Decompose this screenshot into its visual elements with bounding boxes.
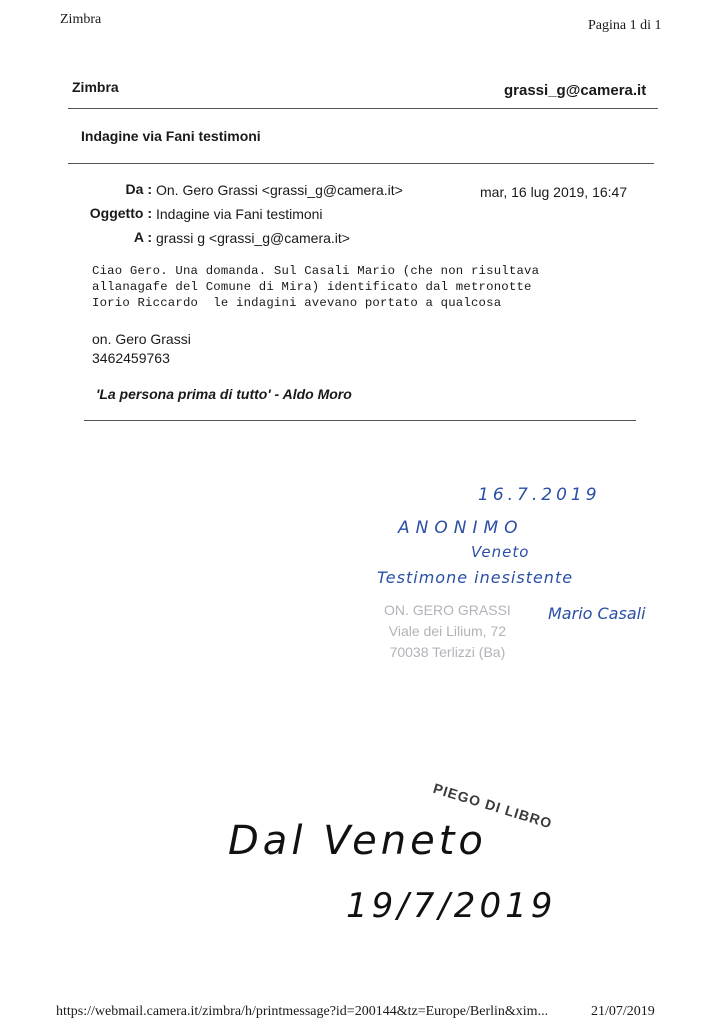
stamp-line: ON. GERO GRASSI (384, 602, 511, 618)
handwritten-dal-veneto: Dal Veneto (228, 818, 487, 864)
handwritten-date-black: 19/7/2019 (346, 886, 557, 926)
signature-quote: 'La persona prima di tutto' - Aldo Moro (96, 386, 352, 402)
message-title: Indagine via Fani testimoni (81, 128, 261, 144)
handwritten-anonimo: ANONIMO (398, 518, 524, 538)
stamp-line: 70038 Terlizzi (Ba) (389, 644, 506, 660)
handwritten-mario-casali: Mario Casali (548, 604, 646, 623)
handwritten-testimone: Testimone inesistente (377, 568, 574, 587)
signature-phone: 3462459763 (92, 350, 170, 366)
message-date: mar, 16 lug 2019, 16:47 (480, 184, 628, 200)
signature-name: on. Gero Grassi (92, 331, 191, 347)
print-header-page: Pagina 1 di 1 (588, 18, 662, 33)
address-stamp (384, 600, 511, 663)
handwritten-veneto: Veneto (471, 543, 530, 561)
subject-value: Indagine via Fani testimoni (156, 206, 323, 222)
divider (84, 420, 636, 421)
print-footer-url: https://webmail.camera.it/zimbra/h/printmessage?id=200144&tz=Europe/Berlin&xim... (56, 1004, 549, 1019)
to-label: A : (133, 229, 152, 245)
message-body: Ciao Gero. Una domanda. Sul Casali Mario (che non risultava allanagafe del Comune di Mira) identificato dal metronotte Iorio Riccardo le indagini avevano portato a qualcosa (92, 264, 540, 310)
from-label: Da : (125, 181, 152, 197)
divider (68, 163, 654, 164)
print-footer-date: 21/07/2019 (591, 1004, 655, 1019)
app-name: Zimbra (72, 79, 119, 95)
divider (68, 108, 658, 109)
account-email: grassi_g@camera.it (504, 82, 647, 99)
to-value: grassi g <grassi_g@camera.it> (156, 230, 350, 246)
print-header-app: Zimbra (60, 12, 102, 27)
stamp-line: Viale dei Lilium, 72 (388, 623, 507, 639)
from-value: On. Gero Grassi <grassi_g@camera.it> (156, 182, 403, 198)
handwritten-date-blue: 16.7.2019 (478, 485, 601, 505)
subject-label: Oggetto : (89, 205, 152, 221)
piego-di-libro-stamp: PIEGO DI LIBRO (431, 780, 555, 832)
